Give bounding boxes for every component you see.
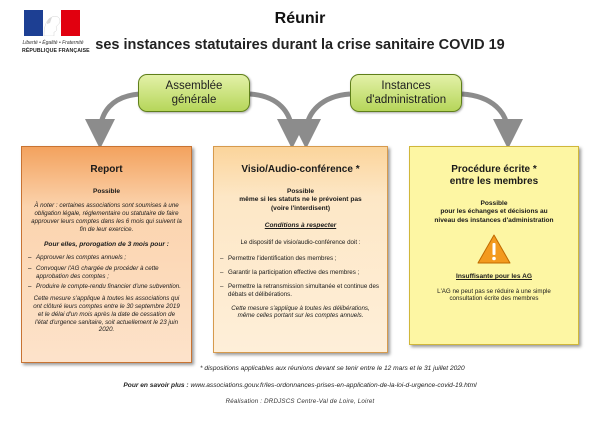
visio-conditions-title: Conditions à respecter: [264, 222, 337, 230]
report-box: [21, 146, 192, 363]
arrow-ag-to-visio: [250, 94, 292, 134]
more-info: [0, 382, 600, 389]
instances-line2: d'administration: [365, 94, 447, 106]
ecrite-warning-text: L'AG ne peut pas se réduire à une simple consultation écrite des membres: [437, 287, 551, 303]
footnote: * dispositions applicables aux réunions devant se tenir entre le 12 mars et le 31 juillet 2020: [200, 365, 465, 372]
visio-status: Possible: [286, 188, 315, 195]
assemblee-line1: Assemblée: [165, 80, 223, 92]
list-item: – Permettre l'identification des membres ;: [228, 255, 379, 263]
ecrite-title-line1: Procédure écrite *: [451, 164, 537, 175]
visio-box: [213, 146, 388, 353]
arrow-ca-to-ecrite: [462, 94, 508, 134]
page-title: Réunir: [274, 10, 326, 27]
report-extension: Pour elles, prorogation de 3 mois pour :: [44, 240, 169, 248]
republic-motto: Liberté • Égalité • Fraternité: [22, 40, 84, 46]
more-info-link[interactable]: www.associations.gouv.fr/les-ordonnances-prises-en-application-de-la-loi-d-urgence-covid-19.html: [190, 382, 477, 389]
report-title: Report: [90, 164, 123, 175]
assemblee-line2: générale: [171, 94, 217, 106]
republic-name: RÉPUBLIQUE FRANÇAISE: [22, 48, 90, 54]
visio-conditions-intro: Le dispositif de visio/audio-conférence doit :: [240, 238, 361, 246]
list-item: – Approuver les comptes annuels ;: [36, 254, 183, 262]
list-item: – Permettre la retransmission simultanée et continue des débats et délibérations.: [228, 283, 379, 299]
page-subtitle: ses instances statutaires durant la crise sanitaire COVID 19: [95, 37, 505, 53]
report-note: À noter : certaines associations sont soumises à une obligation légale, réglementaire ou statutaire de faire approuver leurs comptes dans les 6 mois qui suivent la fin de leur exercice.: [31, 202, 182, 233]
ecrite-title-line2: entre les membres: [449, 176, 539, 187]
arrow-ag-to-report: [100, 94, 140, 134]
report-list: [22, 254, 191, 291]
visio-status-detail: même si les statuts ne le prévoient pas (voire l'interdisent): [239, 196, 362, 212]
credit: Réalisation : DRDJSCS Centre-Val de Loire, Loiret: [225, 398, 375, 405]
visio-footer: Cette mesure s'applique à toutes les délibérations, même celles portant sur les comptes annuels.: [231, 304, 370, 320]
report-status: Possible: [92, 188, 121, 195]
ecrite-status: Possible: [480, 200, 508, 207]
list-item: – Convoquer l'AG chargée de procéder à cette approbation des comptes ;: [36, 265, 183, 281]
visio-list: [214, 255, 387, 298]
assemblee-generale-node: [138, 74, 250, 112]
instances-administration-node: [350, 74, 462, 112]
warning-triangle-icon: [477, 234, 511, 264]
instances-line1: Instances: [381, 80, 431, 92]
list-item: – Produire le compte-rendu financier d'une subvention.: [36, 283, 183, 291]
ecrite-box: [409, 146, 579, 345]
more-info-label: Pour en savoir plus :: [123, 382, 189, 389]
ecrite-warning-title: Insuffisante pour les AG: [456, 273, 532, 281]
ecrite-status-detail: pour les échanges et décisions au niveau des instances d'administration: [434, 208, 554, 224]
list-item: – Garantir la participation effective des membres ;: [228, 269, 379, 277]
visio-title: Visio/Audio-conférence *: [241, 164, 360, 175]
arrow-ca-to-visio: [306, 94, 350, 134]
report-footer: Cette mesure s'applique à toutes les associations qui ont clôturé leurs comptes entre le 30 septembre 2019 et le délai d'un mois après la date de cessation de l'état d'urgence sanitaire, soit actuellement le 23 juin 2020.: [33, 295, 180, 334]
